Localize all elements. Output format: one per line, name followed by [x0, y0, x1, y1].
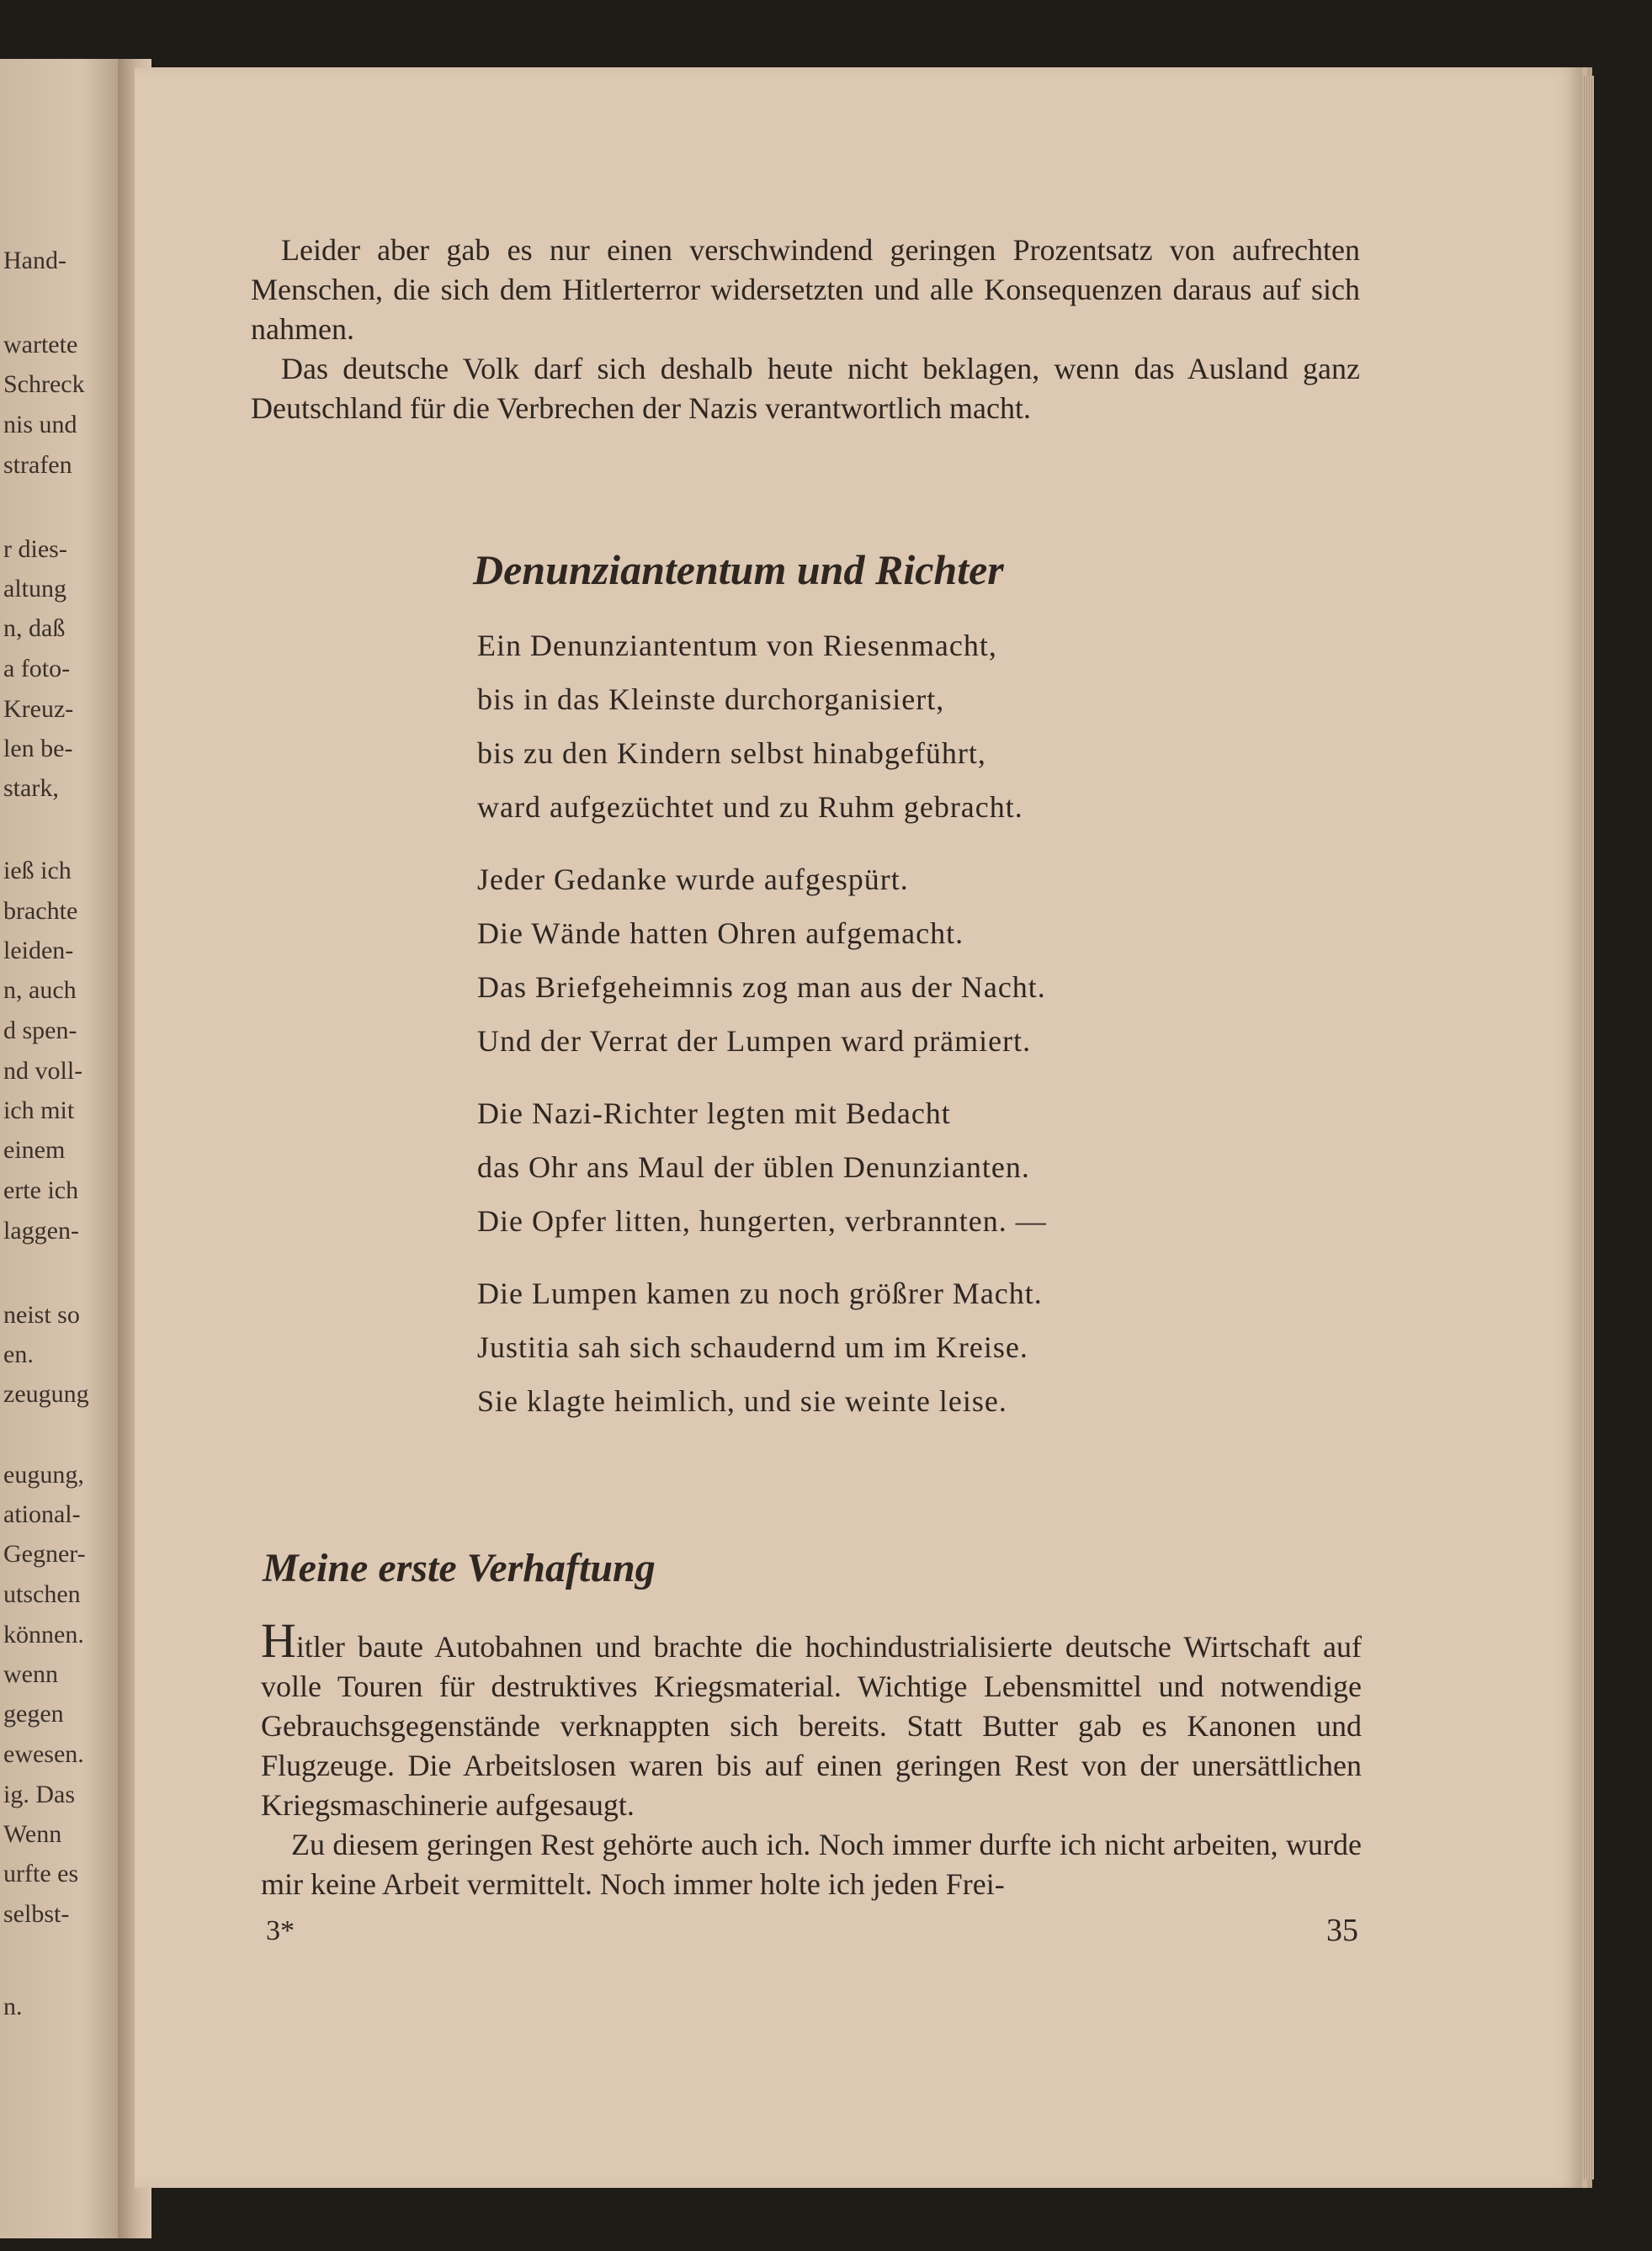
left-page-fragment: n, auch	[3, 976, 77, 1004]
poem-line: Jeder Gedanke wurde aufgespürt.	[477, 863, 909, 896]
poem-line: Die Nazi-Richter legten mit Bedacht	[477, 1096, 951, 1130]
left-page-fragment: gegen	[3, 1700, 64, 1728]
intro-text	[251, 231, 1360, 428]
page-edges	[1582, 76, 1594, 2179]
left-page-fragment: en.	[3, 1341, 34, 1368]
section-paragraph: Zu diesem geringen Rest gehörte auch ich. Noch immer durfte ich nicht arbeiten, wurde mir keine Arbeit vermittelt. Noch immer holte ich jeden Frei-	[261, 1828, 1362, 1901]
left-page-fragment: erte ich	[3, 1176, 79, 1204]
left-page-fragment: zeugung	[3, 1380, 89, 1408]
section-paragraph	[261, 1613, 1362, 1825]
left-page-fragment: Hand-	[3, 247, 66, 274]
left-page-fragment: brachte	[3, 897, 78, 925]
poem-line: Und der Verrat der Lumpen ward prämiert.	[477, 1024, 1032, 1058]
poem-line: Die Wände hatten Ohren aufgemacht.	[477, 916, 964, 950]
page-number: 35	[1326, 1913, 1358, 1948]
poem-line: Die Lumpen kamen zu noch größrer Macht.	[477, 1277, 1043, 1310]
poem-line: das Ohr ans Maul der üblen Denunzianten.	[477, 1150, 1030, 1184]
left-page-fragment: n.	[3, 1993, 23, 2020]
poem-title: Denunziantentum und Richter	[473, 546, 1004, 593]
left-page-fragment: ewesen.	[3, 1740, 84, 1768]
poem-line: bis in das Kleinste durchorganisiert,	[477, 682, 945, 716]
left-page-fragment: eugung,	[3, 1461, 84, 1489]
left-page-fragment: Kreuz-	[3, 695, 74, 723]
left-page-fragment: einem	[3, 1136, 66, 1164]
left-page-fragment: ational-	[3, 1500, 81, 1528]
poem-stanza	[477, 618, 1235, 834]
left-page-fragment: Schreck	[3, 370, 85, 398]
left-page-fragment: d spen-	[3, 1017, 77, 1044]
poem-line: Die Opfer litten, hungerten, verbrannten. —	[477, 1204, 1047, 1238]
drop-cap: H	[261, 1613, 296, 1668]
left-page-fragment: n, daß	[3, 614, 66, 642]
left-page-fragment: können.	[3, 1621, 84, 1648]
intro-paragraph: Leider aber gab es nur einen verschwindend geringen Prozentsatz von aufrechten Menschen, die sich dem Hitlerterror widersetzten und alle Konsequenzen daraus auf sich nahmen.	[251, 233, 1360, 346]
left-page-fragment: ich mit	[3, 1096, 75, 1124]
intro-paragraph: Das deutsche Volk darf sich deshalb heute nicht beklagen, wenn das Ausland ganz Deutschland für die Verbrechen der Nazis verantwortlich macht.	[251, 352, 1360, 425]
left-page-fragment: Gegner-	[3, 1540, 86, 1568]
left-page-fragment: a foto-	[3, 655, 71, 682]
left-page-fragment: leiden-	[3, 937, 74, 964]
previous-page-edge	[0, 59, 118, 2238]
poem-line: Sie klagte heimlich, und sie weinte leise.	[477, 1384, 1007, 1418]
left-page-fragment: utschen	[3, 1580, 81, 1608]
poem-line: ward aufgezüchtet und zu Ruhm gebracht.	[477, 790, 1023, 824]
poem-line: bis zu den Kindern selbst hinabgeführt,	[477, 736, 986, 770]
left-page-fragment: nd voll-	[3, 1057, 83, 1085]
left-page-fragment: r dies-	[3, 535, 67, 563]
poem-line: Ein Denunziantentum von Riesenmacht,	[477, 629, 997, 662]
section-title: Meine erste Verhaftung	[263, 1546, 656, 1590]
poem-line: Justitia sah sich schaudernd um im Kreise.	[477, 1330, 1028, 1364]
left-page-fragment: wenn	[3, 1660, 58, 1688]
left-page-fragment: selbst-	[3, 1900, 70, 1928]
left-page-fragment: laggen-	[3, 1217, 79, 1245]
left-page-fragment: len be-	[3, 735, 73, 762]
section-text	[261, 1613, 1362, 1904]
left-page-fragment: strafen	[3, 451, 72, 479]
left-page-fragment: urfte es	[3, 1860, 79, 1887]
poem-line: Das Briefgeheimnis zog man aus der Nacht.	[477, 970, 1046, 1004]
left-page-fragment: ieß ich	[3, 857, 72, 884]
left-page-fragment: wartete	[3, 331, 78, 358]
poem	[477, 618, 1235, 1447]
left-page-fragment: nis und	[3, 411, 77, 438]
left-page-fragment: stark,	[3, 774, 59, 802]
left-page-fragment: altung	[3, 575, 66, 603]
poem-stanza	[477, 1266, 1235, 1428]
poem-stanza	[477, 1086, 1235, 1248]
left-page-fragment: ig. Das	[3, 1781, 75, 1808]
poem-stanza	[477, 852, 1235, 1068]
left-page-fragment: neist so	[3, 1301, 80, 1329]
left-page-fragment: Wenn	[3, 1820, 62, 1848]
section-paragraph-text: itler baute Autobahnen und brachte die hochindustrialisierte deutsche Wirtschaft auf volle Touren für destruktives Kriegsmaterial. Wichtige Lebensmittel und notwendige Gebrauchsgegenstände verknappten sich bereits. Statt Butter gab es Kanonen und Flugzeuge. Die Arbeitslosen waren bis auf einen geringen Rest von der unersättlichen Kriegsmaschinerie aufgesaugt.	[261, 1630, 1362, 1822]
signature-mark: 3*	[266, 1915, 295, 1946]
